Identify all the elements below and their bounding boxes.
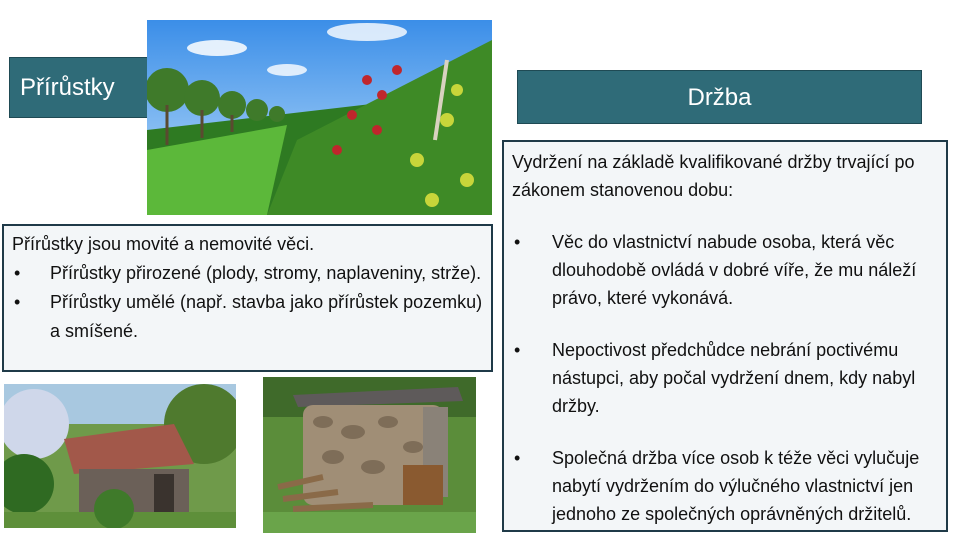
stone-well-photo: [263, 377, 476, 533]
shed-photo: [4, 384, 236, 528]
bullet-icon: •: [14, 292, 21, 312]
bullet-icon: •: [514, 232, 521, 252]
prirustky-text-box: [2, 224, 493, 372]
bullet-text: Přírůstky přirozené (plody, stromy, naplaveniny, strže).: [50, 263, 482, 283]
list-item: [12, 288, 483, 346]
list-item: [512, 336, 938, 420]
orchard-photo: [147, 20, 492, 215]
list-item: [12, 259, 483, 288]
title-drzba-label: Držba: [687, 84, 752, 111]
bullet-text: Nepoctivost předchůdce nebrání poctivému nástupci, aby počal vydržení dnem, kdy nabyl držby.: [552, 340, 916, 416]
bullet-text: Věc do vlastnictví nabude osoba, která věc dlouhodobě ovládá v dobré víře, že mu náleží právo, které vykonává.: [552, 232, 917, 308]
list-item: [512, 228, 938, 312]
bullet-text: Společná držba více osob k téže věci vylučuje nabytí vydržením do výlučného vlastnictví jen jednoho ze společných oprávněných držitelů.: [552, 448, 920, 524]
bullet-icon: •: [514, 448, 521, 468]
list-item: [512, 444, 938, 528]
title-prirustky-label: Přírůstky: [20, 74, 115, 101]
bullet-text: Přírůstky umělé (např. stavba jako přírůstek pozemku) a smíšené.: [50, 292, 483, 341]
prirustky-intro: Přírůstky jsou movité a nemovité věci.: [12, 234, 315, 254]
drzba-text-box: [502, 140, 948, 532]
title-drzba: [517, 70, 922, 124]
drzba-intro: Vydržení na základě kvalifikované držby trvající po zákonem stanovenou dobu:: [512, 152, 915, 200]
title-prirustky: [9, 57, 149, 118]
bullet-icon: •: [514, 340, 521, 360]
bullet-icon: •: [14, 263, 21, 283]
